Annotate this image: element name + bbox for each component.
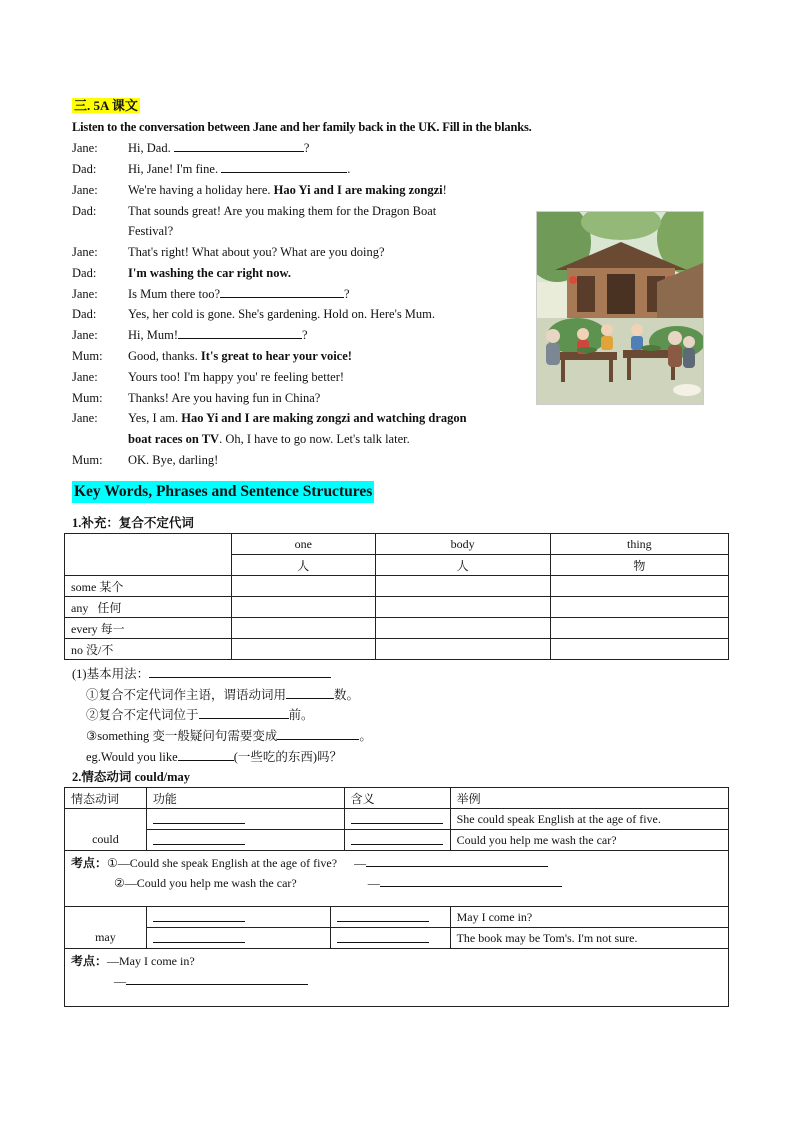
usage-item: ①复合不定代词作主语，谓语动词用 数。: [86, 688, 360, 702]
speaker: Mum:: [72, 391, 103, 405]
answer-cell[interactable]: [375, 576, 550, 597]
speaker: Jane:: [72, 287, 98, 301]
answer-cell[interactable]: [550, 576, 728, 597]
speaker: Dad:: [72, 204, 97, 218]
table-row: [65, 639, 729, 660]
modal-label-may: may: [65, 907, 147, 949]
usage-example: eg.Would you like (一些吃的东西)吗？: [86, 750, 343, 764]
col-header: thing: [550, 534, 728, 555]
example-cell: She could speak English at the age of five.: [450, 809, 728, 830]
row-header: some 某个: [65, 576, 232, 597]
answer-cell[interactable]: [375, 597, 550, 618]
kaodian-may: 考点：—May I come in? —: [65, 949, 729, 1007]
table-row: [65, 576, 729, 597]
col-header: one: [232, 534, 376, 555]
answer-cell[interactable]: [550, 597, 728, 618]
section-number: 三. 5A: [74, 98, 109, 113]
answer-cell[interactable]: [232, 618, 376, 639]
speaker: Jane:: [72, 411, 98, 425]
answer-cell[interactable]: [146, 907, 330, 928]
col-header: 情态动词: [65, 788, 147, 809]
answer-cell[interactable]: [232, 576, 376, 597]
row-header: no 没/不: [65, 639, 232, 660]
answer-cell[interactable]: [344, 809, 450, 830]
section-name: 课文: [111, 98, 138, 113]
answer-blank[interactable]: [199, 706, 289, 719]
speaker: Jane:: [72, 141, 98, 155]
worksheet-page: 三. 5A 课文 Listen to the conversation between Jane and her family back in the UK. Fill in the blanks. Jane: Hi, Dad. ? Dad: Hi, Jane! I'm fine. . Jane: We're having a holiday here. Hao Yi and I are making zongzi! Dad: That sounds great! Are you making them for the Dragon Boat Festival? Jane: That's right! What about you? What are you doing? Dad: I'm washing the car right now. Jane: Is Mum there too? ? Dad: Yes, her cold is gone. She's gardening. Hold on. Here's Mum. Jane: Hi, Mum! ? Mum: Good, thanks. It's great to hear your voice! Jane: Yours too! I'm happy you' re feeling better! Mum: Thanks! Are you having fun in China? Jane: Yes, I am. Hao Yi and I are making zongzi and watching dragon boat races on TV. Oh, I have to go now. Let's talk later. Mum: OK. Bye, darling! Key Words, Phrases and Sentence Structures 1.补充：复合不定代词 one body thing 人 人 物 some 某个 any 任何 every 每一 no 没/不 (1)基本用法： ①复合不定代词作主语，谓语动词用 数。 ②复合不定代词位于 前。 ③something 变一般疑问句需要变成 。 eg.Would you like (一些吃的东西)吗？ 2.情态动词 could/may 情态动词 功能 含义 举例 could She could speak English at the age of five. Could you help me wash the car? 考点：①—Could she speak English at the age of five? — ②—Could you help me wash the car? — may May I come in? The book may be Tom's. I'm not sure. 考点：—May I come in? —: [0, 0, 794, 1123]
answer-blank[interactable]: [153, 930, 245, 943]
speaker: Mum:: [72, 349, 103, 363]
subheading-modal-verbs: 2.情态动词 could/may: [72, 770, 191, 784]
answer-blank[interactable]: [351, 832, 443, 845]
answer-blank[interactable]: [277, 727, 359, 740]
answer-blank[interactable]: [178, 748, 234, 761]
answer-blank[interactable]: [174, 139, 304, 152]
example-cell: The book may be Tom's. I'm not sure.: [450, 928, 728, 949]
answer-blank[interactable]: [337, 930, 429, 943]
answer-blank[interactable]: [380, 874, 562, 887]
answer-blank[interactable]: [153, 811, 245, 824]
col-header: 功能: [146, 788, 344, 809]
usage-title-line: (1)基本用法：: [72, 664, 331, 684]
table-row: [65, 534, 729, 555]
example-cell: May I come in?: [450, 907, 728, 928]
speaker: Dad:: [72, 266, 97, 280]
speaker: Jane:: [72, 370, 98, 384]
subheading-compound-pronouns: 1.补充：复合不定代词: [72, 516, 194, 530]
dragon-boat-festival-illustration: [536, 211, 704, 405]
answer-blank[interactable]: [220, 285, 344, 298]
col-meaning: 物: [550, 555, 728, 576]
col-header: 含义: [344, 788, 450, 809]
answer-cell[interactable]: [146, 830, 344, 851]
table-row: [65, 788, 729, 809]
answer-cell[interactable]: [330, 907, 450, 928]
usage-item: ②复合不定代词位于 前。: [86, 708, 314, 722]
speaker: Jane:: [72, 328, 98, 342]
answer-cell[interactable]: [344, 830, 450, 851]
kaodian-could: 考点：①—Could she speak English at the age of five? — ②—Could you help me wash the car? —: [65, 851, 729, 907]
col-meaning: 人: [375, 555, 550, 576]
table-row: [65, 597, 729, 618]
col-meaning: 人: [232, 555, 376, 576]
table-cell-empty: [65, 534, 232, 576]
col-header: body: [375, 534, 550, 555]
answer-cell[interactable]: [232, 639, 376, 660]
table-row: [65, 949, 729, 1007]
answer-cell[interactable]: [146, 928, 330, 949]
speaker: Dad:: [72, 162, 97, 176]
answer-blank[interactable]: [366, 854, 548, 867]
answer-blank[interactable]: [286, 686, 334, 699]
row-header: any 任何: [65, 597, 232, 618]
table-row: [65, 851, 729, 907]
table-row: [65, 809, 729, 830]
table-row: [65, 907, 729, 928]
answer-blank[interactable]: [337, 909, 429, 922]
answer-cell[interactable]: [232, 597, 376, 618]
answer-cell[interactable]: [146, 809, 344, 830]
speaker: Jane:: [72, 245, 98, 259]
illustration-graphic: [537, 212, 704, 405]
answer-blank[interactable]: [153, 909, 245, 922]
speaker: Jane:: [72, 183, 98, 197]
answer-blank[interactable]: [149, 665, 331, 678]
modal-label-could: could: [65, 809, 147, 851]
answer-blank[interactable]: [153, 832, 245, 845]
example-cell: Could you help me wash the car?: [450, 830, 728, 851]
answer-blank[interactable]: [221, 160, 347, 173]
key-words-title: Key Words, Phrases and Sentence Structures: [72, 481, 374, 503]
compound-pronoun-table: [64, 533, 729, 660]
speaker: Dad:: [72, 307, 97, 321]
answer-cell[interactable]: [550, 639, 728, 660]
answer-cell[interactable]: [375, 639, 550, 660]
section-title: [72, 97, 140, 115]
speaker: Mum:: [72, 453, 103, 467]
col-header: 举例: [450, 788, 728, 809]
answer-cell[interactable]: [330, 928, 450, 949]
answer-cell[interactable]: [375, 618, 550, 639]
table-row: [65, 928, 729, 949]
row-header: every 每一: [65, 618, 232, 639]
usage-item: ③something 变一般疑问句需要变成 。: [86, 729, 372, 743]
table-row: [65, 618, 729, 639]
answer-blank[interactable]: [178, 326, 302, 339]
table-row: [65, 830, 729, 851]
instruction: Listen to the conversation between Jane and her family back in the UK. Fill in the blanks.: [72, 120, 532, 134]
answer-blank[interactable]: [126, 972, 308, 985]
answer-blank[interactable]: [351, 811, 443, 824]
answer-cell[interactable]: [550, 618, 728, 639]
modal-verb-table: [64, 787, 729, 1007]
